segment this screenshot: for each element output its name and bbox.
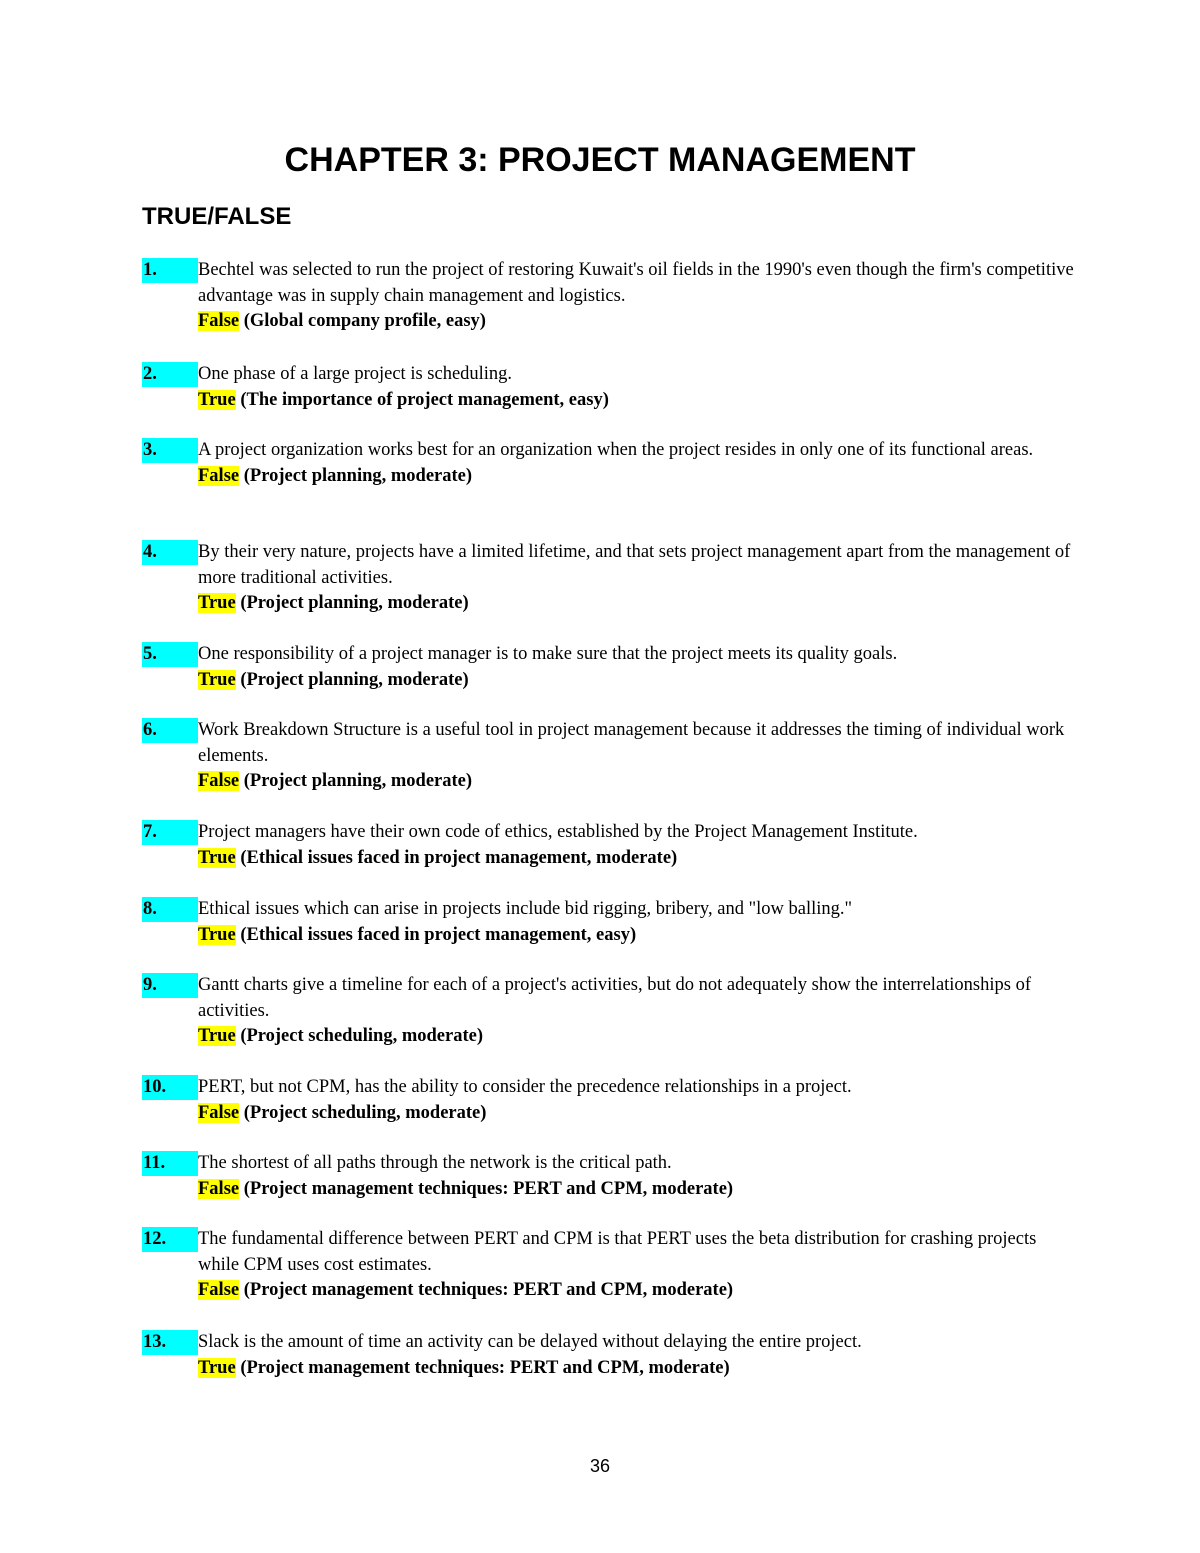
question-item	[142, 1227, 1082, 1304]
question-item	[142, 362, 1082, 413]
answer-meta: (Project planning, moderate)	[243, 465, 473, 486]
question-item	[142, 973, 1082, 1050]
answer-label: True	[198, 669, 236, 690]
answer-meta: (Project management techniques: PERT and CPM, moderate)	[240, 1357, 730, 1378]
question-text: Project managers have their own code of ethics, established by the Project Management Institute.	[198, 822, 918, 842]
answer-label: True	[198, 1357, 236, 1378]
section-heading: TRUE/FALSE	[142, 203, 292, 230]
question-item	[142, 1151, 1082, 1202]
question-text: Slack is the amount of time an activity can be delayed without delaying the entire project.	[198, 1332, 862, 1352]
answer-meta: (Project management techniques: PERT and CPM, moderate)	[243, 1280, 734, 1300]
answer-meta: (Ethical issues faced in project management, easy)	[240, 924, 637, 945]
question-number: 9.	[142, 973, 198, 998]
question-text: PERT, but not CPM, has the ability to consider the precedence relationships in a project.	[198, 1077, 852, 1097]
question-text: One responsibility of a project manager is to make sure that the project meets its quality goals.	[198, 644, 898, 664]
question-item	[142, 258, 1082, 335]
question-text: Gantt charts give a timeline for each of a project's activities, but do not adequately show the interrelationships of activities.	[198, 975, 1032, 1021]
question-number: 5.	[142, 642, 198, 667]
question-text: A project organization works best for an organization when the project resides in only one of its functional areas.	[198, 440, 1034, 460]
page-title: CHAPTER 3: PROJECT MANAGEMENT	[284, 141, 916, 179]
page-number: 36	[589, 1456, 611, 1476]
question-item	[142, 642, 1082, 693]
question-number: 12.	[142, 1227, 198, 1252]
question-text: By their very nature, projects have a limited lifetime, and that sets project management apart from the management of more traditional activities.	[198, 542, 1071, 588]
answer-meta: (Project planning, moderate)	[240, 593, 469, 613]
question-number: 4.	[142, 540, 198, 565]
question-text: One phase of a large project is scheduling.	[198, 364, 513, 384]
answer-label: False	[198, 465, 240, 486]
answer-meta: (Project scheduling, moderate)	[240, 1026, 483, 1046]
answer-meta: (Ethical issues faced in project management, moderate)	[240, 847, 678, 868]
answer-label: True	[198, 1026, 236, 1046]
question-item	[142, 1075, 1082, 1126]
question-text: Work Breakdown Structure is a useful tool in project management because it addresses the timing of individual work elements.	[198, 720, 1065, 766]
answer-label: False	[198, 1102, 240, 1123]
answer-label: False	[198, 311, 240, 331]
answer-meta: (Global company profile, easy)	[243, 311, 486, 331]
question-number: 6.	[142, 718, 198, 743]
answer-label: False	[198, 1280, 240, 1300]
question-item	[142, 540, 1082, 617]
question-number: 7.	[142, 820, 198, 845]
question-number: 10.	[142, 1075, 198, 1100]
question-text: Bechtel was selected to run the project of restoring Kuwait's oil fields in the 1990's even though the firm's competitive advantage was in supply chain management and logistics.	[198, 260, 1074, 306]
question-item	[142, 897, 1082, 948]
question-item	[142, 438, 1082, 489]
question-item	[142, 1330, 1082, 1381]
answer-meta: (Project scheduling, moderate)	[243, 1102, 487, 1123]
question-text: The fundamental difference between PERT and CPM is that PERT uses the beta distribution for crashing projects while CPM uses cost estimates.	[198, 1229, 1037, 1275]
question-text: Ethical issues which can arise in projects include bid rigging, bribery, and "low balling."	[198, 899, 853, 919]
question-item	[142, 820, 1082, 871]
question-text: The shortest of all paths through the network is the critical path.	[198, 1153, 672, 1173]
question-number: 13.	[142, 1330, 198, 1355]
answer-meta: (Project planning, moderate)	[240, 669, 469, 690]
question-number: 3.	[142, 438, 198, 463]
answer-label: True	[198, 924, 236, 945]
answer-meta: (Project management techniques: PERT and CPM, moderate)	[243, 1178, 734, 1199]
answer-meta: (Project planning, moderate)	[243, 771, 473, 791]
answer-label: True	[198, 593, 236, 613]
question-number: 2.	[142, 362, 198, 387]
answer-label: False	[198, 771, 240, 791]
question-item	[142, 718, 1082, 795]
question-number: 11.	[142, 1151, 198, 1176]
answer-label: True	[198, 847, 236, 868]
answer-meta: (The importance of project management, easy)	[240, 389, 609, 410]
question-number: 1.	[142, 258, 198, 283]
answer-label: False	[198, 1178, 240, 1199]
answer-label: True	[198, 389, 236, 410]
question-number: 8.	[142, 897, 198, 922]
